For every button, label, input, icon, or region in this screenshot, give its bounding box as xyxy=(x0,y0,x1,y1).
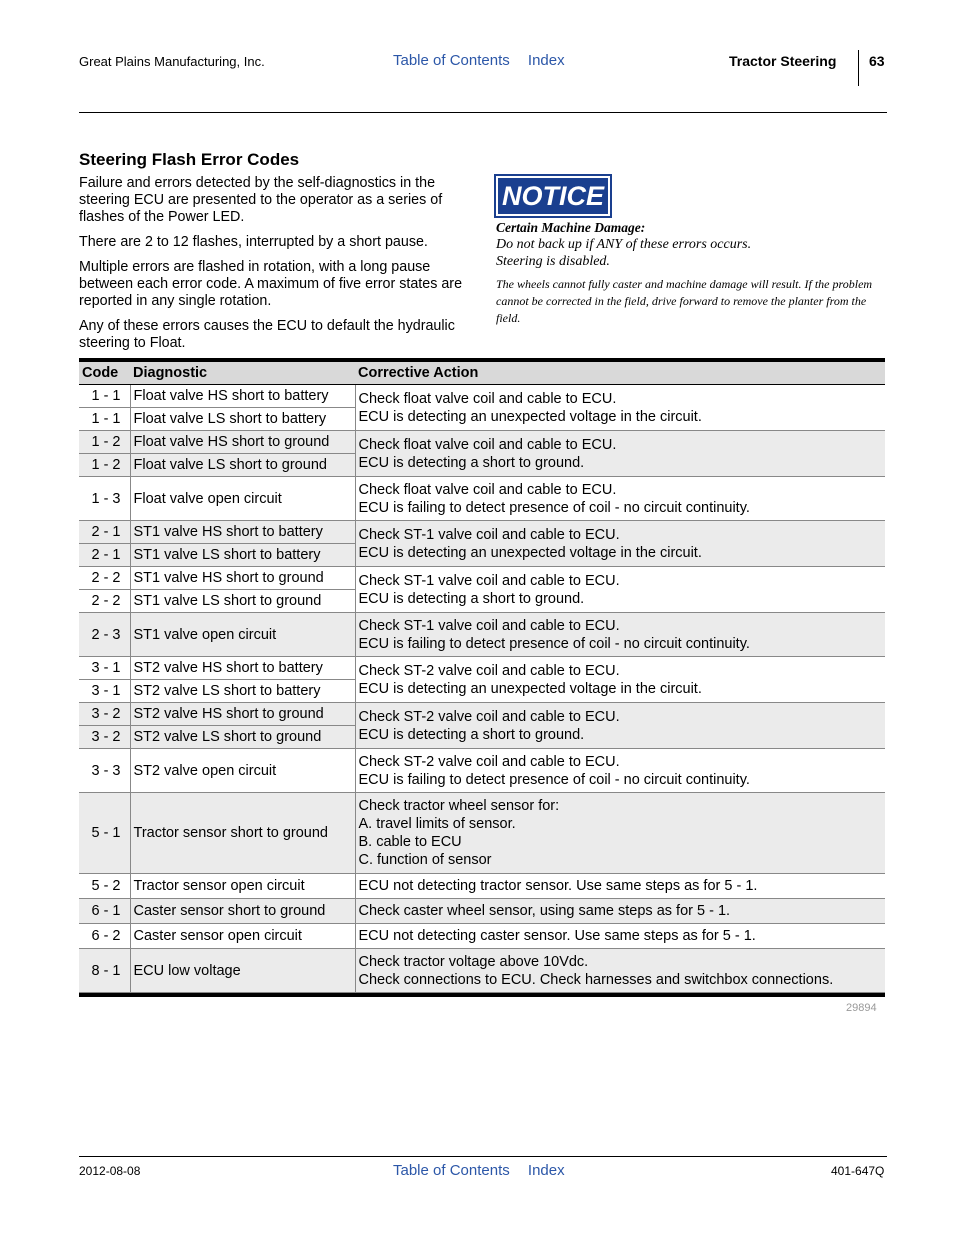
action-line: ECU is detecting a short to ground. xyxy=(358,454,585,471)
diagnostic-cell: Float valve open circuit xyxy=(130,477,355,521)
table-row xyxy=(79,431,885,454)
action-line: Check float valve coil and cable to ECU. xyxy=(358,390,617,407)
notice-badge: NOTICE xyxy=(496,176,610,216)
corrective-action-cell xyxy=(355,521,885,567)
table-row xyxy=(79,874,885,899)
paragraph: Failure and errors detected by the self-diagnostics in the steering ECU are presented to the operator as a series of flashes of the Power LED. xyxy=(79,175,443,225)
diagnostic-cell: ST2 valve HS short to ground xyxy=(130,703,355,726)
diagnostic-cell: ST2 valve open circuit xyxy=(130,749,355,793)
error-code-cell: 3 - 2 xyxy=(79,726,130,749)
diagnostic-cell: ECU low voltage xyxy=(130,949,355,993)
error-code-cell: 8 - 1 xyxy=(79,949,130,993)
action-line: A. travel limits of sensor. xyxy=(358,816,516,832)
corrective-action-cell xyxy=(355,899,885,924)
action-line: Check tractor voltage above 10Vdc. xyxy=(358,953,589,970)
corrective-action-cell xyxy=(355,657,885,703)
action-line: ECU is detecting an unexpected voltage in the circuit. xyxy=(358,408,702,425)
action-line: Check ST-2 valve coil and cable to ECU. xyxy=(358,708,620,725)
action-line: ECU is failing to detect presence of coil - no circuit continuity. xyxy=(358,635,750,652)
footer-rule xyxy=(79,1156,887,1157)
notice-heading: Certain Machine Damage: xyxy=(496,220,646,235)
diagnostic-cell: ST1 valve HS short to ground xyxy=(130,567,355,590)
corrective-action-cell xyxy=(355,703,885,749)
header-divider xyxy=(858,50,859,86)
corrective-action-cell xyxy=(355,949,885,993)
diagnostic-cell: Float valve HS short to ground xyxy=(130,431,355,454)
column-header: Corrective Action xyxy=(355,362,885,385)
diagnostic-cell: ST1 valve open circuit xyxy=(130,613,355,657)
action-line: Check float valve coil and cable to ECU. xyxy=(358,481,617,498)
action-line: C. function of sensor xyxy=(358,852,492,868)
action-line: ECU is detecting a short to ground. xyxy=(358,590,585,607)
table-row xyxy=(79,521,885,544)
diagnostic-cell: ST2 valve LS short to ground xyxy=(130,726,355,749)
error-code-cell: 1 - 2 xyxy=(79,431,130,454)
header-toc-link[interactable]: Table of Contents xyxy=(393,52,510,69)
error-code-cell: 3 - 3 xyxy=(79,749,130,793)
corrective-action-cell xyxy=(355,749,885,793)
action-line: Check ST-1 valve coil and cable to ECU. xyxy=(358,617,620,634)
error-code-cell: 2 - 3 xyxy=(79,613,130,657)
action-line: ECU not detecting tractor sensor. Use same steps as for 5 - 1. xyxy=(358,878,758,894)
notice-line: Steering is disabled. xyxy=(496,254,610,269)
header-rule xyxy=(79,112,887,113)
diagnostic-cell: ST1 valve HS short to battery xyxy=(130,521,355,544)
action-line: ECU is detecting an unexpected voltage in the circuit. xyxy=(358,680,702,697)
table-row xyxy=(79,924,885,949)
corrective-action-cell xyxy=(355,793,885,874)
error-code-cell: 2 - 1 xyxy=(79,521,130,544)
section-title: Steering Flash Error Codes xyxy=(79,150,300,169)
column-header: Code xyxy=(79,362,130,385)
table-row xyxy=(79,793,885,874)
error-code-cell: 2 - 2 xyxy=(79,567,130,590)
table-row xyxy=(79,567,885,590)
action-line: Check ST-2 valve coil and cable to ECU. xyxy=(358,753,620,770)
diagnostic-cell: Tractor sensor open circuit xyxy=(130,874,355,899)
action-line: ECU is failing to detect presence of coil - no circuit continuity. xyxy=(358,771,750,788)
table-row xyxy=(79,899,885,924)
diagnostic-cell: Float valve HS short to battery xyxy=(130,385,355,408)
action-line: Check ST-2 valve coil and cable to ECU. xyxy=(358,662,620,679)
table-row xyxy=(79,613,885,657)
error-code-cell: 1 - 2 xyxy=(79,454,130,477)
corrective-action-cell xyxy=(355,477,885,521)
corrective-action-cell xyxy=(355,431,885,477)
diagnostic-cell: ST1 valve LS short to battery xyxy=(130,544,355,567)
error-code-cell: 3 - 1 xyxy=(79,680,130,703)
corrective-action-cell xyxy=(355,613,885,657)
column-header: Diagnostic xyxy=(130,362,355,385)
page-number: 63 xyxy=(869,53,885,69)
notice-line: Do not back up if ANY of these errors occurs. xyxy=(496,237,752,252)
table-row xyxy=(79,749,885,793)
paragraph: Any of these errors causes the ECU to default the hydraulic steering to Float. xyxy=(79,318,455,351)
error-code-cell: 2 - 2 xyxy=(79,590,130,613)
table-row xyxy=(79,657,885,680)
table-row xyxy=(79,949,885,993)
error-code-cell: 1 - 3 xyxy=(79,477,130,521)
corrective-action-cell xyxy=(355,385,885,431)
error-code-table xyxy=(79,362,885,993)
table-row xyxy=(79,703,885,726)
action-line: Check tractor wheel sensor for: xyxy=(358,798,560,814)
table-row xyxy=(79,477,885,521)
diagnostic-cell: Caster sensor open circuit xyxy=(130,924,355,949)
footer-index-link[interactable]: Index xyxy=(527,1162,565,1179)
header-company: Great Plains Manufacturing, Inc. xyxy=(79,54,265,69)
error-code-cell: 3 - 1 xyxy=(79,657,130,680)
diagnostic-cell: ST2 valve LS short to battery xyxy=(130,680,355,703)
corrective-action-cell xyxy=(355,874,885,899)
diagnostic-cell: Tractor sensor short to ground xyxy=(130,793,355,874)
diagnostic-cell: ST1 valve LS short to ground xyxy=(130,590,355,613)
paragraph: There are 2 to 12 flashes, interrupted by a short pause. xyxy=(79,234,428,250)
diagnostic-cell: Caster sensor short to ground xyxy=(130,899,355,924)
error-code-cell: 5 - 2 xyxy=(79,874,130,899)
intro-text xyxy=(79,175,474,360)
error-code-cell: 6 - 2 xyxy=(79,924,130,949)
diagnostic-cell: Float valve LS short to ground xyxy=(130,454,355,477)
action-line: Check ST-1 valve coil and cable to ECU. xyxy=(358,572,620,589)
corrective-action-cell xyxy=(355,567,885,613)
diagnostic-cell: Float valve LS short to battery xyxy=(130,408,355,431)
error-code-cell: 3 - 2 xyxy=(79,703,130,726)
action-line: ECU is detecting an unexpected voltage in the circuit. xyxy=(358,544,702,561)
error-code-cell: 1 - 1 xyxy=(79,408,130,431)
table-row xyxy=(79,385,885,408)
action-line: ECU is failing to detect presence of coil - no circuit continuity. xyxy=(358,499,750,516)
table-header-row xyxy=(79,362,885,385)
action-line: Check float valve coil and cable to ECU. xyxy=(358,436,617,453)
action-line: Check ST-1 valve coil and cable to ECU. xyxy=(358,526,620,543)
footer-nav xyxy=(393,1162,579,1179)
action-line: B. cable to ECU xyxy=(358,834,462,850)
notice-box xyxy=(496,219,886,327)
action-line: Check caster wheel sensor, using same steps as for 5 - 1. xyxy=(358,903,731,919)
error-code-cell: 6 - 1 xyxy=(79,899,130,924)
action-line: ECU not detecting caster sensor. Use same steps as for 5 - 1. xyxy=(358,928,756,944)
error-code-cell: 1 - 1 xyxy=(79,385,130,408)
header-section-title: Tractor Steering xyxy=(729,53,837,69)
error-code-cell: 5 - 1 xyxy=(79,793,130,874)
figure-number: 29894 xyxy=(846,1002,877,1014)
error-code-table-wrapper xyxy=(79,358,885,997)
error-code-cell: 2 - 1 xyxy=(79,544,130,567)
corrective-action-cell xyxy=(355,924,885,949)
paragraph: Multiple errors are flashed in rotation, with a long pause between each error code. A maximum of five error states are reported in any single rotation. xyxy=(79,259,463,309)
table-body xyxy=(79,385,885,993)
diagnostic-cell: ST2 valve HS short to battery xyxy=(130,657,355,680)
header-index-link[interactable]: Index xyxy=(527,52,565,69)
footer-date: 2012-08-08 xyxy=(79,1164,141,1178)
header-nav xyxy=(393,52,579,69)
action-line: Check connections to ECU. Check harnesses and switchbox connections. xyxy=(358,971,834,988)
action-line: ECU is detecting a short to ground. xyxy=(358,726,585,743)
footer-toc-link[interactable]: Table of Contents xyxy=(393,1162,510,1179)
footer-doc-number: 401-647Q xyxy=(831,1164,885,1178)
notice-detail: The wheels cannot fully caster and machine damage will result. If the problem cannot be corrected in the field, drive forward to remove the planter from the field. xyxy=(496,277,873,325)
